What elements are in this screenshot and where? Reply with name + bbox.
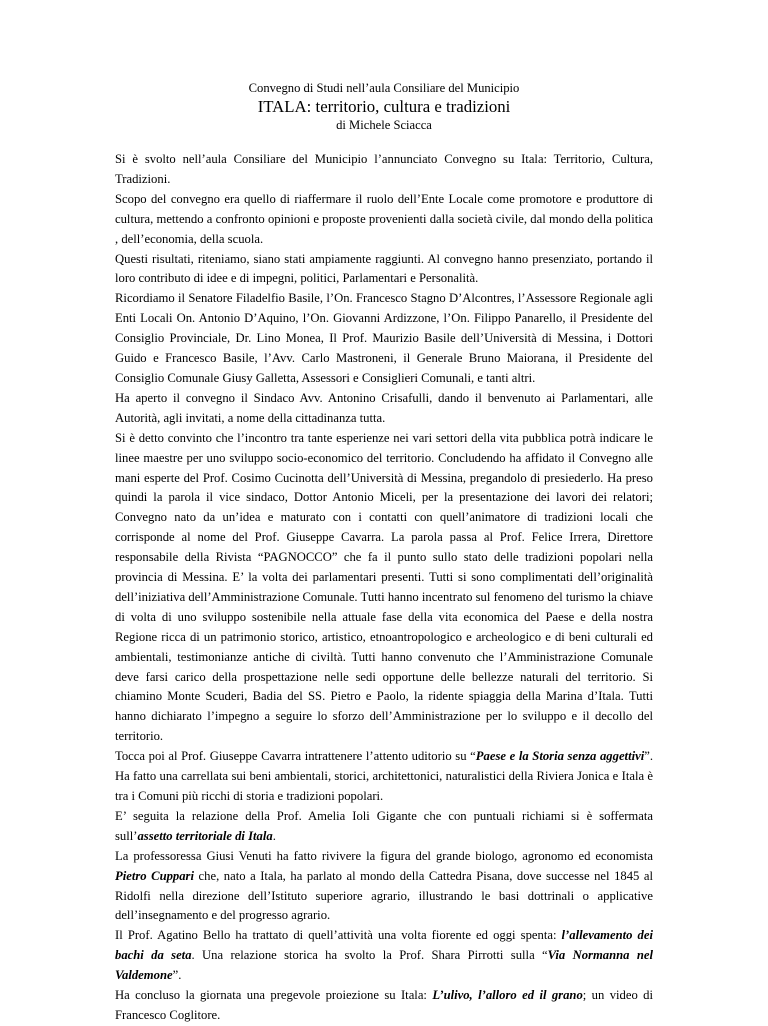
paragraph: La professoressa Giusi Venuti ha fatto rivivere la figura del grande biologo, agronomo ed economista Pietro Cuppari che, nato a Itala, ha parlato al mondo della Cattedra Pisana, dove successe nel 1845 al Ridolfi nella direzione dell’Istituto superiore agrario, illustrando le basi dottrinali o applicative dell’insegnamento e del progresso agrario.	[115, 848, 654, 923]
paragraph: Ricordiamo il Senatore Filadelfio Basile, l’On. Francesco Stagno D’Alcontres, l’Assessore Regionale agli Enti Locali On. Antonio D’Aquino, l’On. Giovanni Ardizzone, l’On. Filippo Panarello, il Presidente del Consiglio Provinciale, Dr. Lino Monea, Il Prof. Maurizio Basile dell’Università di Messina, i Dottori Guido e Francesco Basile, l’Avv. Carlo Mastroneni, il Generale Bruno Maiorana, il Presidente del Consiglio Comunale Giusy Galletta, Assessori e Consiglieri Comunali, e tanti altri.	[115, 291, 653, 385]
paragraph: Ha aperto il convegno il Sindaco Avv. Antonino Crisafulli, dando il benvenuto ai Parlamentari, alle Autorità, agli invitati, a nome della cittadinanza tutta.	[115, 390, 653, 425]
author-byline: di Michele Sciacca	[336, 118, 432, 132]
emphasis: assetto territoriale di Itala	[137, 828, 273, 843]
article-body	[115, 150, 653, 1026]
document-page	[115, 80, 653, 1026]
paragraph: Si è svolto nell’aula Consiliare del Municipio l’annunciato Convegno su Itala: Territorio, Cultura, Tradizioni.	[115, 152, 653, 186]
event-kicker: Convegno di Studi nell’aula Consiliare del Municipio	[248, 81, 520, 95]
paragraph: E’ seguita la relazione della Prof. Amelia Ioli Gigante che con puntuali richiami si è soffermata sull’assetto territoriale di Itala.	[115, 808, 653, 843]
paragraph: Il Prof. Agatino Bello ha trattato di quell’attività una volta fiorente ed oggi spenta: l’allevamento dei bachi da seta. Una relazione storica ha svolto la Prof. Shara Pirrotti sulla “Via Normanna nel Valdemone”.	[115, 928, 653, 983]
emphasis: L’ulivo, l’alloro ed il grano	[432, 988, 583, 1003]
paragraph: Tocca poi al Prof. Giuseppe Cavarra intrattenere l’attento uditorio su “Paese e la Storia senza aggettivi”. Ha fatto una carrellata sui beni ambientali, storici, architettonici, naturalistici della Riviera Jonica e Itala è tra i Comuni più ricchi di storia e tradizioni popolari.	[115, 749, 653, 803]
paragraph: Si è detto convinto che l’incontro tra tante esperienze nei vari settori della vita pubblica potrà indicare le linee maestre per uno sviluppo socio-economico del territorio. Concludendo ha affidato il Convegno alle mani esperte del Prof. Cosimo Cucinotta dell’Università di Messina, pregandolo di presiederlo. Ha preso quindi la parola il vice sindaco, Dottor Antonio Miceli, per la presentazione dei lavori dei relatori; Convegno nato da un’idea e maturato con i contatti con quell’animatore di tradizioni locali che corrisponde al nome del Prof. Giuseppe Cavarra. La parola passa al Prof. Felice Irrera, Direttore responsabile della Rivista “PAGNOCCO” che fa il punto sullo stato delle tradizioni popolari nella provincia di Messina. E’ la volta dei parlamentari presenti. Tutti si sono complimentati dell’originalità dell’iniziativa dell’Amministrazione Comunale. Tutti hanno incentrato sul fenomeno del turismo la chiave di volta di uno sviluppo sostenibile nella attuale fase della vita economica del Paese e della nostra Regione ricca di un patrimonio storico, artistico, etnoantropologico e archeologico e di beni culturali ed ambientali, testimonianze antiche di civiltà. Tutti hanno convenuto che l’Amministrazione Comunale deve farsi carico della prospettazione nelle sedi opportune delle bellezze naturali del territorio. Si chiamino Monte Scuderi, Badia del SS. Pietro e Paolo, la ridente spiaggia della Marina d’Itala. Tutti hanno dichiarato l’impegno a seguire lo sforzo dell’Amministrazione per lo sviluppo e il decollo del territorio.	[115, 430, 653, 744]
emphasis: Pietro Cuppari	[115, 868, 194, 883]
emphasis: l’allevamento dei bachi da seta	[115, 928, 653, 963]
article-title: ITALA: territorio, cultura e tradizioni	[257, 97, 511, 116]
paragraph: Scopo del convegno era quello di riaffermare il ruolo dell’Ente Locale come promotore e produttore di cultura, mettendo a confronto opinioni e proposte provenienti dalla società civile, dal mondo della politica , dell’economia, della scuola.	[115, 191, 653, 246]
paragraph: Questi risultati, riteniamo, siano stati ampiamente raggiunti. Al convegno hanno presenziato, portando il loro contributo di idee e di impegni, politici, Parlamentari e Personalità.	[115, 251, 653, 286]
paragraph: Ha concluso la giornata una pregevole proiezione su Itala: L’ulivo, l’alloro ed il grano; un video di Francesco Coglitore.	[115, 988, 653, 1022]
emphasis: Via Normanna nel Valdemone	[115, 948, 653, 983]
emphasis: Paese e la Storia senza aggettivi	[475, 749, 645, 764]
article-header	[115, 80, 653, 134]
